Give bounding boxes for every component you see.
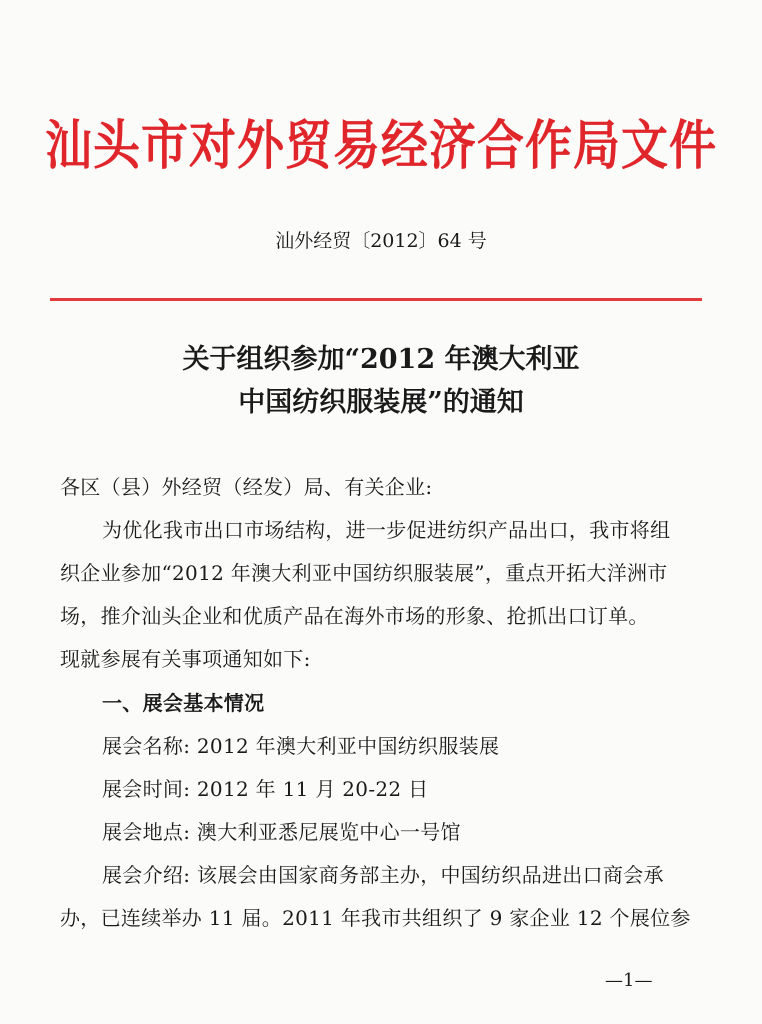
- notice-title-line-1: 关于组织参加“2012 年澳大利亚: [182, 344, 580, 375]
- paragraph-1-line-3: 场，推介汕头企业和优质产品在海外市场的形象、抢抓出口订单。: [60, 604, 649, 628]
- notice-title-line-2: 中国纺织服装展”的通知: [238, 387, 524, 418]
- exhibition-name: 展会名称: 2012 年澳大利亚中国纺织服装展: [102, 734, 500, 758]
- exhibition-intro-line-2: 办，已连续举办 11 届。2011 年我市共组织了 9 家企业 12 个展位参: [60, 906, 691, 930]
- paragraph-1-line-2: 织企业参加“2012 年澳大利亚中国纺织服装展”，重点开拓大洋洲市: [60, 561, 668, 585]
- section-1-heading: 一、展会基本情况: [102, 691, 265, 715]
- paragraph-1-line-1: 为优化我市出口市场结构，进一步促进纺织产品出口，我市将组: [102, 518, 671, 542]
- paragraph-1-line-4: 现就参展有关事项通知如下:: [60, 647, 311, 671]
- document-number: 汕外经贸〔2012〕64 号: [275, 230, 487, 252]
- exhibition-intro-line-1: 展会介绍: 该展会由国家商务部主办，中国纺织品进出口商会承: [102, 863, 664, 887]
- exhibition-time: 展会时间: 2012 年 11 月 20-22 日: [102, 777, 429, 801]
- page-number: —1—: [605, 970, 653, 991]
- header-red-rule: [50, 298, 702, 301]
- exhibition-place: 展会地点: 澳大利亚悉尼展览中心一号馆: [102, 820, 461, 844]
- salutation: 各区（县）外经贸（经发）局、有关企业:: [60, 475, 433, 499]
- issuing-authority-header: 汕头市对外贸易经济合作局文件: [45, 115, 717, 177]
